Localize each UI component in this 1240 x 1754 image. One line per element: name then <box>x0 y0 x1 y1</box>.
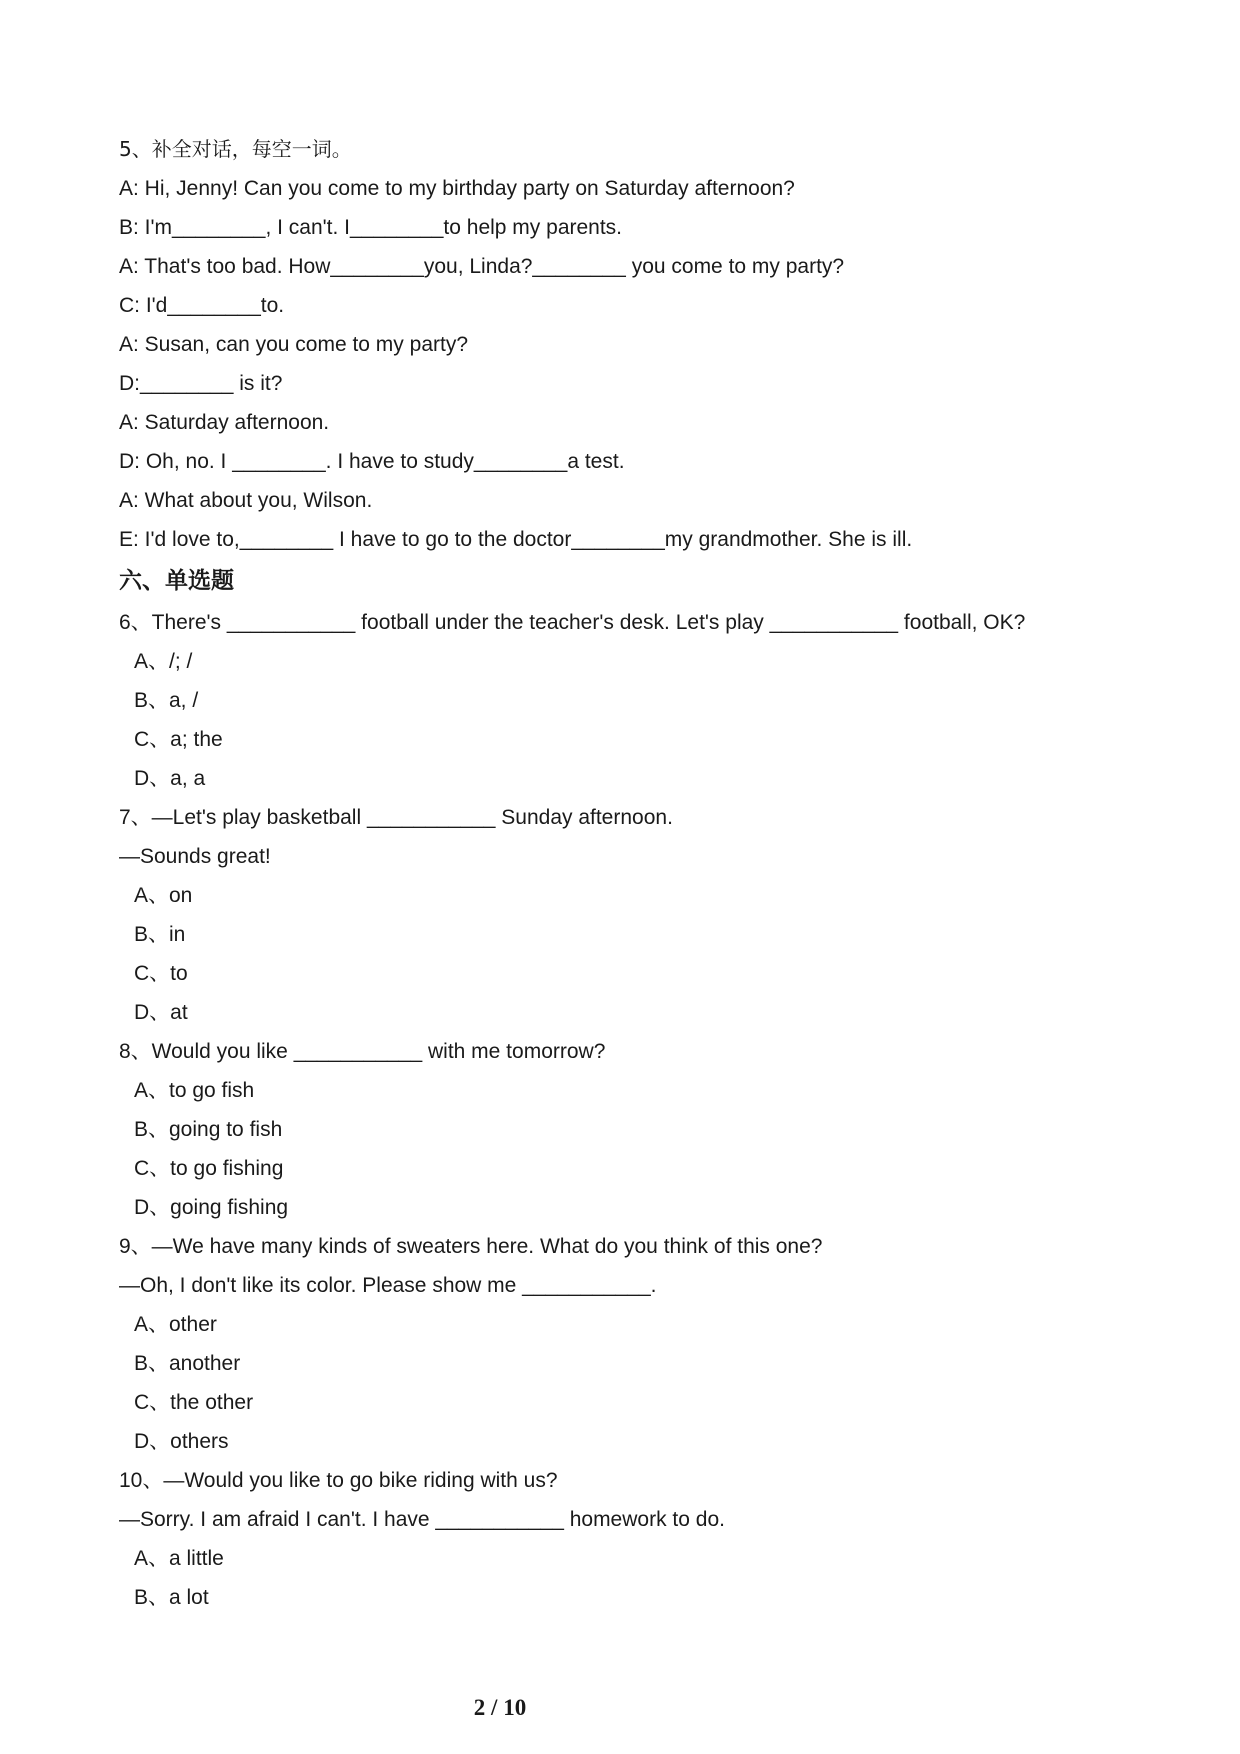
dialogue-line: C: I'd________to. <box>119 294 285 317</box>
answer-option: C、to go fishing <box>134 1157 284 1180</box>
question-5-intro: 5、补全对话，每空一词。 <box>119 137 352 161</box>
answer-option: C、to <box>134 962 188 985</box>
page-total: 10 <box>503 1695 527 1720</box>
answer-option: B、a lot <box>134 1586 209 1609</box>
question-stem: —Oh, I don't like its color. Please show me ___________. <box>119 1274 657 1297</box>
question-stem: 10、—Would you like to go bike riding with us? <box>119 1469 558 1492</box>
page-number <box>0 1695 1000 1721</box>
answer-option: B、a, / <box>134 689 199 712</box>
answer-option: A、other <box>134 1313 217 1336</box>
page-current: 2 <box>473 1695 486 1720</box>
answer-option: B、going to fish <box>134 1118 283 1141</box>
question-stem: 7、—Let's play basketball ___________ Sunday afternoon. <box>119 806 673 829</box>
question-stem: 6、There's ___________ football under the teacher's desk. Let's play ___________ football, OK? <box>119 611 1026 634</box>
dialogue-line: A: That's too bad. How________you, Linda?________ you come to my party? <box>119 255 845 278</box>
answer-option: C、the other <box>134 1391 254 1414</box>
answer-option: B、another <box>134 1352 241 1375</box>
answer-option: D、going fishing <box>134 1196 289 1219</box>
dialogue-line: D:________ is it? <box>119 372 283 395</box>
question-stem: 9、—We have many kinds of sweaters here. What do you think of this one? <box>119 1235 823 1258</box>
answer-option: A、on <box>134 884 193 907</box>
answer-option: A、a little <box>134 1547 224 1570</box>
answer-option: D、a, a <box>134 767 206 790</box>
answer-option: A、to go fish <box>134 1079 255 1102</box>
dialogue-line: D: Oh, no. I ________. I have to study________a test. <box>119 450 625 473</box>
answer-option: D、at <box>134 1001 188 1024</box>
dialogue-line: E: I'd love to,________ I have to go to the doctor________my grandmother. She is ill. <box>119 528 913 551</box>
dialogue-line: A: Saturday afternoon. <box>119 411 330 434</box>
dialogue-line: A: Susan, can you come to my party? <box>119 333 469 356</box>
section-heading: 六、单选题 <box>119 568 234 594</box>
page-separator: / <box>485 1695 504 1720</box>
answer-option: A、/; / <box>134 650 193 673</box>
dialogue-line: A: What about you, Wilson. <box>119 489 373 512</box>
page-content <box>119 130 1119 1617</box>
question-stem: 8、Would you like ___________ with me tomorrow? <box>119 1040 606 1063</box>
question-stem: —Sounds great! <box>119 845 271 868</box>
answer-option: B、in <box>134 923 186 946</box>
dialogue-line: B: I'm________, I can't. I________to help my parents. <box>119 216 623 239</box>
answer-option: D、others <box>134 1430 229 1453</box>
dialogue-line: A: Hi, Jenny! Can you come to my birthday party on Saturday afternoon? <box>119 177 795 200</box>
answer-option: C、a; the <box>134 728 223 751</box>
question-stem: —Sorry. I am afraid I can't. I have ___________ homework to do. <box>119 1508 725 1531</box>
